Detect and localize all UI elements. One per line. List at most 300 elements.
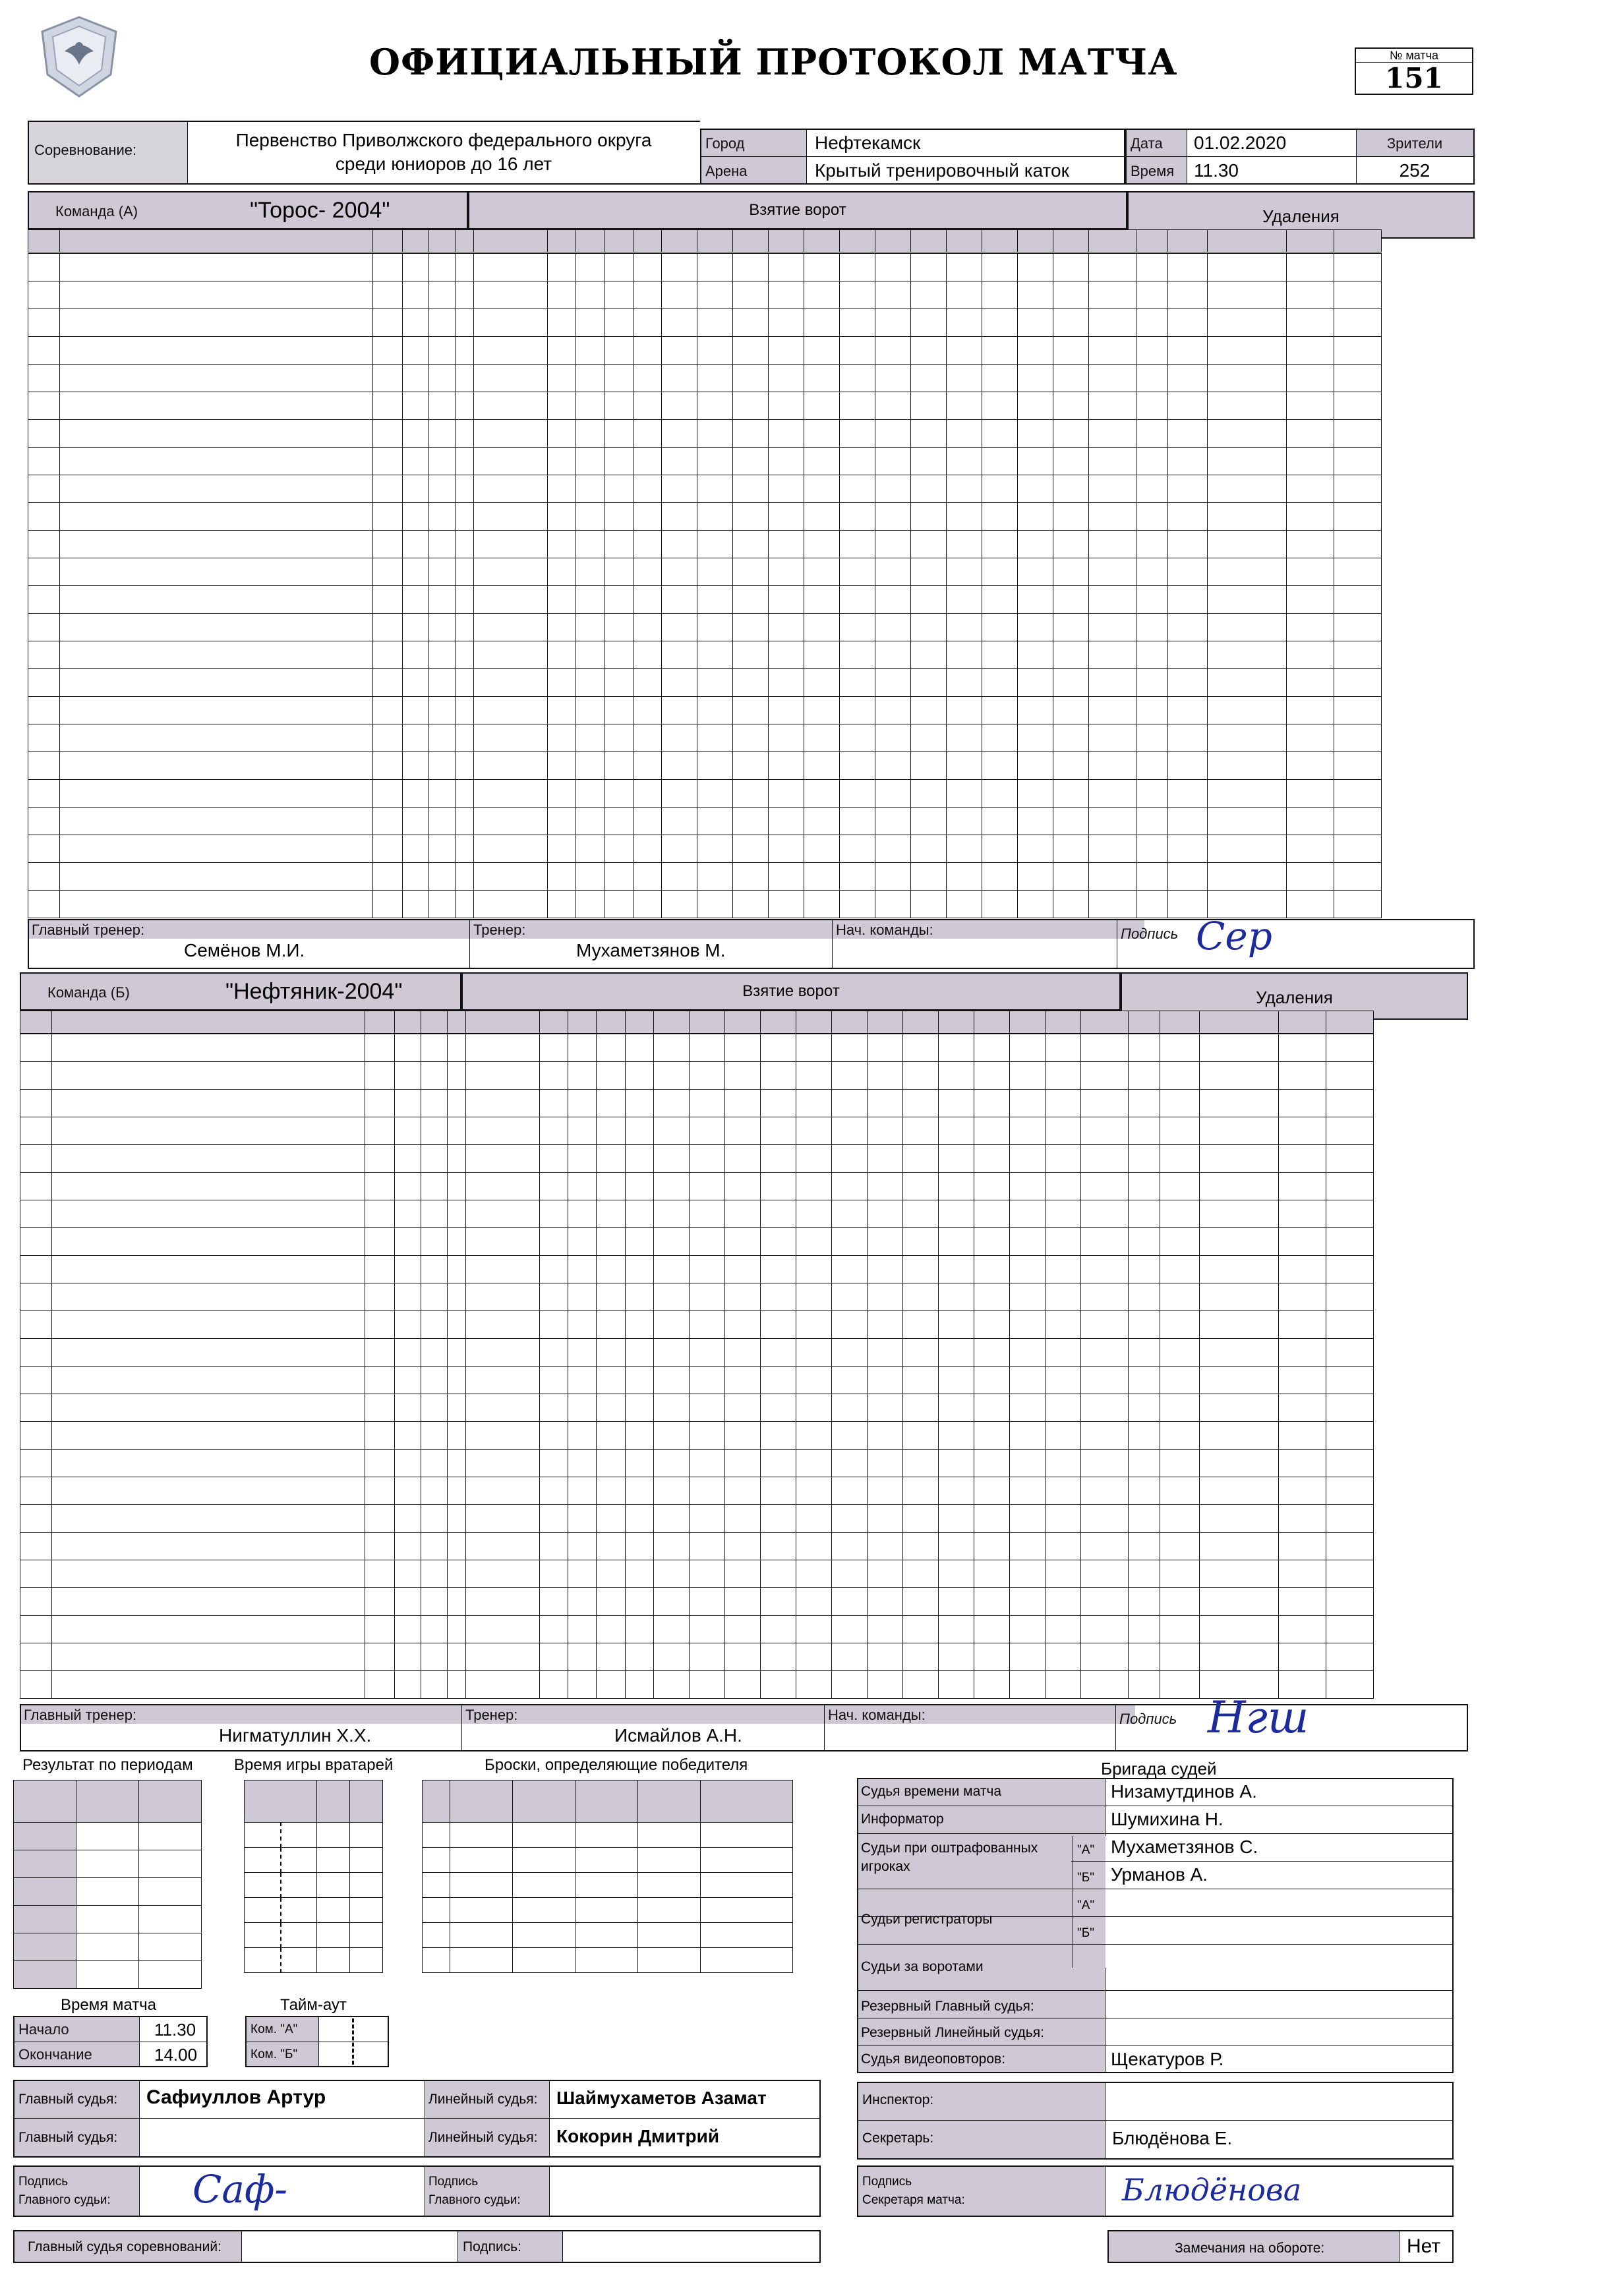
on-ice-cell xyxy=(760,1394,796,1422)
penalty-end xyxy=(1334,448,1381,475)
on-ice-cell xyxy=(760,1117,796,1145)
player-role xyxy=(365,1560,395,1588)
on-ice-cell xyxy=(839,863,875,891)
on-ice-cell xyxy=(804,780,839,808)
on-ice-cell xyxy=(1053,780,1088,808)
period-goals xyxy=(76,1823,139,1850)
penalty-time xyxy=(1080,1117,1128,1145)
penalty-time xyxy=(1080,1616,1128,1643)
on-ice-cell xyxy=(1045,1283,1080,1311)
goal-scorer xyxy=(540,1090,568,1117)
penalty-minutes xyxy=(1167,281,1207,309)
line-referee-2: Кокорин Дмитрий xyxy=(556,2126,720,2146)
goal-number xyxy=(448,1367,466,1394)
goal-time xyxy=(466,1062,540,1090)
goal-assist-2 xyxy=(597,1505,625,1533)
penalty-player xyxy=(1136,309,1167,337)
table-row xyxy=(20,1200,1374,1228)
penalty-violation xyxy=(1199,1477,1278,1505)
on-ice-cell xyxy=(902,1117,938,1145)
penalty-minutes xyxy=(1167,503,1207,531)
on-ice-cell xyxy=(831,1062,867,1090)
penalty-violation xyxy=(1199,1145,1278,1173)
on-ice-cell xyxy=(910,669,946,697)
table-row xyxy=(28,475,1382,503)
team-b-signature: Нгш xyxy=(1208,1692,1309,1743)
player-name xyxy=(60,697,373,724)
on-ice-cell xyxy=(902,1367,938,1394)
competition-line-2: среди юниоров до 16 лет xyxy=(335,154,552,174)
penalty-violation xyxy=(1207,309,1286,337)
on-ice-cell xyxy=(1009,1450,1045,1477)
penalty-player xyxy=(1128,1117,1160,1145)
on-ice-cell xyxy=(804,337,839,365)
on-ice-cell xyxy=(689,1034,724,1062)
on-ice-cell xyxy=(839,254,875,281)
on-ice-cell xyxy=(653,1283,689,1311)
penalty-time xyxy=(1088,641,1136,669)
penalty-time xyxy=(1088,337,1136,365)
on-ice-cell xyxy=(804,558,839,586)
secretary-sign-label-2: Секретаря матча: xyxy=(862,2193,965,2207)
match-end-value: 14.00 xyxy=(154,2045,198,2065)
on-ice-cell xyxy=(1017,420,1053,448)
team-b-h-pmin xyxy=(1160,1011,1199,1034)
officials-row-divider xyxy=(858,1990,1454,1991)
player-number xyxy=(28,835,60,863)
goal-assist-2 xyxy=(604,448,633,475)
table-row xyxy=(28,365,1382,392)
on-ice-cell xyxy=(867,1450,902,1477)
penalty-player xyxy=(1136,475,1167,503)
period-row xyxy=(14,1850,202,1878)
goal-scorer xyxy=(540,1533,568,1560)
period-pim xyxy=(139,1878,202,1906)
shootout-cell xyxy=(513,1948,575,1973)
on-ice-cell xyxy=(804,281,839,309)
on-ice-cell xyxy=(653,1671,689,1699)
on-ice-cell xyxy=(804,863,839,891)
on-ice-cell xyxy=(724,1283,760,1311)
on-ice-cell xyxy=(724,1533,760,1560)
on-ice-cell xyxy=(1009,1228,1045,1256)
team-a-h-line xyxy=(768,230,804,252)
secretary-sign-label-1: Подпись xyxy=(862,2175,912,2189)
on-ice-cell xyxy=(938,1228,974,1256)
player-played xyxy=(421,1616,448,1643)
on-ice-cell xyxy=(1009,1256,1045,1283)
penalty-time xyxy=(1088,697,1136,724)
penalty-time xyxy=(1080,1505,1128,1533)
on-ice-cell xyxy=(867,1256,902,1283)
match-time-title: Время матча xyxy=(61,1996,157,2014)
on-ice-cell xyxy=(946,835,982,863)
team-b-h-line xyxy=(689,1011,724,1034)
on-ice-cell xyxy=(938,1671,974,1699)
penalty-violation xyxy=(1199,1200,1278,1228)
on-ice-cell xyxy=(796,1283,831,1311)
on-ice-cell xyxy=(875,503,910,531)
penalty-start xyxy=(1286,503,1334,531)
penalty-end xyxy=(1326,1228,1373,1256)
on-ice-cell xyxy=(910,891,946,918)
player-played xyxy=(429,863,456,891)
goal-assist-2 xyxy=(597,1616,625,1643)
on-ice-cell xyxy=(974,1616,1009,1643)
goal-time xyxy=(466,1643,540,1671)
penalty-violation xyxy=(1199,1533,1278,1560)
on-ice-cell xyxy=(839,337,875,365)
on-ice-cell xyxy=(768,697,804,724)
table-row xyxy=(28,863,1382,891)
penalty-minutes xyxy=(1160,1090,1199,1117)
on-ice-cell xyxy=(1017,697,1053,724)
goalie-row xyxy=(245,1823,383,1848)
penalty-violation xyxy=(1207,808,1286,835)
on-ice-cell xyxy=(689,1477,724,1505)
on-ice-cell xyxy=(946,475,982,503)
player-role xyxy=(365,1311,395,1339)
goal-situation xyxy=(633,863,661,891)
team-b-h-name xyxy=(52,1011,365,1034)
penalty-violation xyxy=(1199,1062,1278,1090)
penalty-violation xyxy=(1207,531,1286,558)
goalies-h-time xyxy=(245,1781,317,1823)
penalty-end xyxy=(1326,1145,1373,1173)
on-ice-cell xyxy=(982,531,1017,558)
penalty-player xyxy=(1128,1367,1160,1394)
on-ice-cell xyxy=(724,1228,760,1256)
goal-scorer xyxy=(540,1173,568,1200)
team-b-head-coach-label: Главный тренер: xyxy=(24,1707,137,1723)
penalty-violation xyxy=(1207,503,1286,531)
goal-assist-2 xyxy=(597,1450,625,1477)
team-a-h-g xyxy=(548,230,576,252)
on-ice-cell xyxy=(768,641,804,669)
goalie-cell xyxy=(245,1873,281,1898)
penalty-minutes xyxy=(1167,309,1207,337)
table-row xyxy=(20,1173,1374,1200)
player-number xyxy=(28,503,60,531)
officials-row-divider xyxy=(858,1944,1454,1945)
player-name xyxy=(52,1062,365,1090)
player-name xyxy=(60,503,373,531)
goal-assist-1 xyxy=(568,1117,597,1145)
table-row xyxy=(28,420,1382,448)
on-ice-cell xyxy=(732,697,768,724)
on-ice-cell xyxy=(689,1283,724,1311)
goal-situation xyxy=(625,1228,653,1256)
goal-situation xyxy=(633,337,661,365)
on-ice-cell xyxy=(760,1588,796,1616)
ref-sign-label-3: Подпись xyxy=(428,2175,479,2189)
on-ice-cell xyxy=(760,1173,796,1200)
on-ice-cell xyxy=(653,1422,689,1450)
team-b-h-no xyxy=(20,1011,52,1034)
goal-assist-2 xyxy=(597,1422,625,1450)
team-a-h-pstart xyxy=(1286,230,1334,252)
team-a-h-line xyxy=(661,230,697,252)
match-start-label: Начало xyxy=(18,2021,69,2038)
penalty-start xyxy=(1278,1505,1326,1533)
goal-scorer xyxy=(540,1422,568,1450)
player-name xyxy=(60,835,373,863)
on-ice-cell xyxy=(796,1145,831,1173)
on-ice-cell xyxy=(1009,1311,1045,1339)
on-ice-cell xyxy=(839,697,875,724)
on-ice-cell xyxy=(1017,254,1053,281)
goal-number xyxy=(456,337,474,365)
penalty-player xyxy=(1136,503,1167,531)
goal-scorer xyxy=(548,420,576,448)
penalty-time xyxy=(1080,1367,1128,1394)
on-ice-cell xyxy=(697,281,732,309)
on-ice-cell xyxy=(902,1671,938,1699)
on-ice-cell xyxy=(1053,337,1088,365)
penalty-minutes xyxy=(1167,475,1207,503)
on-ice-cell xyxy=(1009,1283,1045,1311)
on-ice-cell xyxy=(1045,1145,1080,1173)
goal-number xyxy=(456,475,474,503)
player-played xyxy=(429,669,456,697)
shootout-cell xyxy=(638,1898,701,1923)
penalty-player xyxy=(1136,365,1167,392)
on-ice-cell xyxy=(760,1643,796,1671)
shootout-cell xyxy=(701,1873,793,1898)
goal-assist-1 xyxy=(576,780,604,808)
on-ice-cell xyxy=(938,1533,974,1560)
officials-title: Бригада судей xyxy=(1101,1759,1217,1779)
player-name xyxy=(52,1477,365,1505)
goal-situation xyxy=(633,669,661,697)
on-ice-cell xyxy=(974,1173,1009,1200)
goal-scorer xyxy=(548,503,576,531)
player-name xyxy=(60,780,373,808)
on-ice-cell xyxy=(1045,1560,1080,1588)
on-ice-cell xyxy=(1053,558,1088,586)
on-ice-cell xyxy=(982,891,1017,918)
player-name xyxy=(60,808,373,835)
goal-time xyxy=(474,531,548,558)
penalty-player xyxy=(1128,1228,1160,1256)
goal-situation xyxy=(625,1145,653,1173)
on-ice-cell xyxy=(760,1477,796,1505)
on-ice-cell xyxy=(768,475,804,503)
team-b-h-ptime xyxy=(1080,1011,1128,1034)
table-row xyxy=(28,531,1382,558)
period-name xyxy=(14,1823,76,1850)
team-b-h-g xyxy=(540,1011,568,1034)
on-ice-cell xyxy=(697,392,732,420)
goal-assist-1 xyxy=(576,697,604,724)
on-ice-cell xyxy=(1045,1339,1080,1367)
shootout-header xyxy=(450,1781,513,1823)
on-ice-cell xyxy=(1053,392,1088,420)
goal-assist-1 xyxy=(576,365,604,392)
player-role xyxy=(365,1200,395,1228)
goal-situation xyxy=(625,1062,653,1090)
on-ice-cell xyxy=(661,614,697,641)
goal-scorer xyxy=(540,1145,568,1173)
goal-number xyxy=(456,835,474,863)
player-played xyxy=(421,1533,448,1560)
on-ice-cell xyxy=(689,1311,724,1339)
on-ice-cell xyxy=(689,1090,724,1117)
goal-assist-1 xyxy=(568,1422,597,1450)
player-role xyxy=(373,586,403,614)
on-ice-cell xyxy=(875,724,910,752)
on-ice-cell xyxy=(760,1450,796,1477)
table-row xyxy=(20,1643,1374,1671)
goal-time xyxy=(474,475,548,503)
penalty-end xyxy=(1334,420,1381,448)
on-ice-cell xyxy=(661,669,697,697)
table-row xyxy=(28,752,1382,780)
on-ice-cell xyxy=(796,1311,831,1339)
on-ice-cell xyxy=(875,392,910,420)
table-row xyxy=(28,254,1382,281)
penalty-violation xyxy=(1207,752,1286,780)
penalty-minutes xyxy=(1167,558,1207,586)
goal-scorer xyxy=(548,558,576,586)
on-ice-cell xyxy=(689,1450,724,1477)
on-ice-cell xyxy=(867,1311,902,1339)
player-position xyxy=(403,586,429,614)
on-ice-cell xyxy=(768,780,804,808)
penalty-time xyxy=(1088,254,1136,281)
penalty-minutes xyxy=(1160,1228,1199,1256)
penalty-violation xyxy=(1199,1616,1278,1643)
goal-number xyxy=(456,392,474,420)
team-a-head-coach-label: Главный тренер: xyxy=(32,922,145,938)
goal-time xyxy=(474,891,548,918)
player-role xyxy=(365,1145,395,1173)
penalty-start xyxy=(1278,1283,1326,1311)
goal-situation xyxy=(625,1117,653,1145)
on-ice-cell xyxy=(796,1034,831,1062)
on-ice-cell xyxy=(1009,1034,1045,1062)
remarks-value: Нет xyxy=(1407,2235,1441,2257)
on-ice-cell xyxy=(910,392,946,420)
on-ice-cell xyxy=(831,1588,867,1616)
goal-assist-1 xyxy=(568,1671,597,1699)
on-ice-cell xyxy=(974,1560,1009,1588)
on-ice-cell xyxy=(902,1090,938,1117)
goal-assist-1 xyxy=(568,1145,597,1173)
goal-time xyxy=(466,1339,540,1367)
team-a-goals-title: Взятие ворот xyxy=(468,191,1127,229)
on-ice-cell xyxy=(768,503,804,531)
on-ice-cell xyxy=(902,1450,938,1477)
on-ice-cell xyxy=(974,1505,1009,1533)
on-ice-cell xyxy=(760,1256,796,1283)
penalty-player xyxy=(1136,281,1167,309)
periods-header xyxy=(76,1781,139,1823)
on-ice-cell xyxy=(1053,863,1088,891)
penalty-minutes xyxy=(1160,1367,1199,1394)
on-ice-cell xyxy=(689,1256,724,1283)
on-ice-cell xyxy=(946,531,982,558)
penalty-minutes xyxy=(1160,1671,1199,1699)
player-position xyxy=(403,531,429,558)
penalty-end xyxy=(1326,1200,1373,1228)
shootout-cell xyxy=(423,1848,450,1873)
goal-number xyxy=(448,1339,466,1367)
goal-scorer xyxy=(540,1560,568,1588)
on-ice-cell xyxy=(946,281,982,309)
goal-number xyxy=(456,420,474,448)
penalty-start xyxy=(1286,337,1334,365)
goal-scorer xyxy=(540,1367,568,1394)
on-ice-cell xyxy=(974,1145,1009,1173)
penalty-end xyxy=(1334,309,1381,337)
goal-number xyxy=(448,1256,466,1283)
player-number xyxy=(28,891,60,918)
on-ice-cell xyxy=(982,281,1017,309)
goal-number xyxy=(448,1034,466,1062)
on-ice-cell xyxy=(902,1200,938,1228)
penalty-end xyxy=(1334,641,1381,669)
goal-number xyxy=(448,1616,466,1643)
on-ice-cell xyxy=(1053,254,1088,281)
goal-assist-1 xyxy=(576,309,604,337)
penalty-time xyxy=(1080,1145,1128,1173)
match-start-value: 11.30 xyxy=(154,2020,196,2040)
on-ice-cell xyxy=(661,586,697,614)
penalty-violation xyxy=(1199,1560,1278,1588)
on-ice-cell xyxy=(867,1643,902,1671)
on-ice-cell xyxy=(1053,641,1088,669)
on-ice-cell xyxy=(1009,1367,1045,1394)
on-ice-cell xyxy=(974,1533,1009,1560)
on-ice-cell xyxy=(831,1256,867,1283)
on-ice-cell xyxy=(831,1616,867,1643)
team-a-h-ptime xyxy=(1088,230,1136,252)
on-ice-cell xyxy=(768,558,804,586)
goal-assist-2 xyxy=(597,1228,625,1256)
penalty-violation xyxy=(1199,1173,1278,1200)
on-ice-cell xyxy=(831,1671,867,1699)
on-ice-cell xyxy=(724,1090,760,1117)
on-ice-cell xyxy=(875,281,910,309)
shootout-cell xyxy=(513,1848,575,1873)
team-a-h-line xyxy=(946,230,982,252)
goal-number xyxy=(456,503,474,531)
on-ice-cell xyxy=(689,1145,724,1173)
goal-number xyxy=(448,1477,466,1505)
player-position xyxy=(395,1616,421,1643)
penalty-end xyxy=(1326,1560,1373,1588)
goal-assist-1 xyxy=(576,420,604,448)
on-ice-cell xyxy=(938,1394,974,1422)
goalie-row xyxy=(245,1923,383,1948)
penalty-minutes xyxy=(1167,586,1207,614)
on-ice-cell xyxy=(1045,1588,1080,1616)
penalty-start xyxy=(1286,891,1334,918)
team-a-header xyxy=(28,191,468,229)
table-row xyxy=(28,448,1382,475)
match-time-box xyxy=(13,2016,208,2067)
team-b-header xyxy=(20,972,461,1011)
on-ice-cell xyxy=(1045,1450,1080,1477)
on-ice-cell xyxy=(839,808,875,835)
penalty-minutes xyxy=(1160,1588,1199,1616)
on-ice-cell xyxy=(689,1394,724,1422)
table-row xyxy=(28,669,1382,697)
on-ice-cell xyxy=(697,448,732,475)
on-ice-cell xyxy=(796,1339,831,1367)
line-referee-label-2: Линейный судья: xyxy=(428,2130,538,2145)
